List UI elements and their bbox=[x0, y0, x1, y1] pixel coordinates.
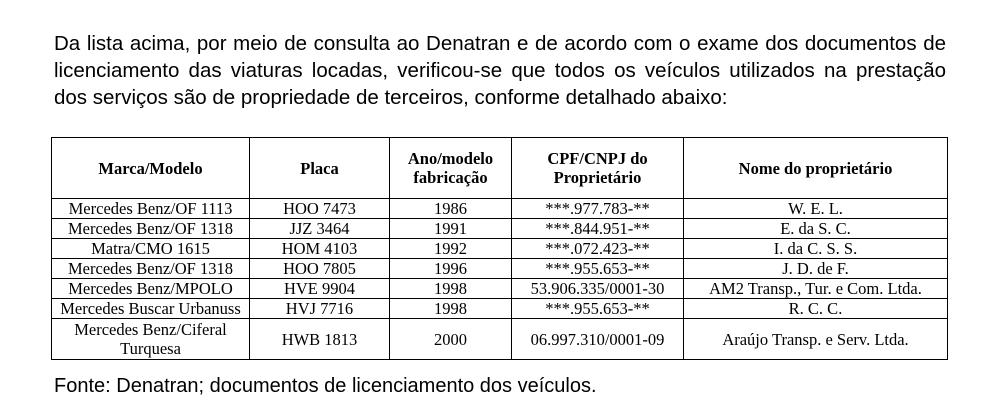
cell-doc: ***.844.951-** bbox=[512, 219, 684, 239]
cell-doc: ***.955.653-** bbox=[512, 299, 684, 319]
cell-doc: 06.997.310/0001-09 bbox=[512, 319, 684, 360]
header-marca-modelo: Marca/Modelo bbox=[52, 138, 250, 199]
cell-ano: 2000 bbox=[390, 319, 512, 360]
intro-paragraph: Da lista acima, por meio de consulta ao Denatran e de acordo com o exame dos documentos de licenciamento das viaturas locadas, verificou-se que todos os veículos utilizados na prestação dos serviços são de propriedade de terceiros, conforme detalhado abaixo: bbox=[54, 32, 946, 109]
cell-ano: 1998 bbox=[390, 299, 512, 319]
cell-marca-line1: Mercedes Benz/Ciferal bbox=[74, 320, 227, 339]
cell-placa: HOM 4103 bbox=[250, 239, 390, 259]
vehicle-table bbox=[51, 137, 948, 360]
cell-placa: HVE 9904 bbox=[250, 279, 390, 299]
cell-marca: Mercedes Benz/OF 1318 bbox=[52, 259, 250, 279]
cell-ano: 1996 bbox=[390, 259, 512, 279]
cell-marca: Mercedes Benz/MPOLO bbox=[52, 279, 250, 299]
table-row bbox=[52, 299, 948, 319]
cell-placa: HOO 7805 bbox=[250, 259, 390, 279]
cell-placa: HWB 1813 bbox=[250, 319, 390, 360]
header-ano-line2: fabricação bbox=[413, 168, 488, 187]
table-row bbox=[52, 239, 948, 259]
cell-doc: ***.955.653-** bbox=[512, 259, 684, 279]
cell-marca bbox=[52, 319, 250, 360]
cell-marca: Mercedes Buscar Urbanuss bbox=[52, 299, 250, 319]
cell-ano: 1991 bbox=[390, 219, 512, 239]
cell-nome: AM2 Transp., Tur. e Com. Ltda. bbox=[684, 279, 948, 299]
table-row bbox=[52, 259, 948, 279]
header-cpf-line2: Proprietário bbox=[553, 168, 642, 187]
header-ano-modelo bbox=[390, 138, 512, 199]
cell-marca: Mercedes Benz/OF 1113 bbox=[52, 199, 250, 219]
cell-ano: 1998 bbox=[390, 279, 512, 299]
cell-nome: J. D. de F. bbox=[684, 259, 948, 279]
cell-placa: HOO 7473 bbox=[250, 199, 390, 219]
cell-placa: HVJ 7716 bbox=[250, 299, 390, 319]
table-header-row bbox=[52, 138, 948, 199]
cell-doc: 53.906.335/0001-30 bbox=[512, 279, 684, 299]
table-row bbox=[52, 279, 948, 299]
cell-marca: Mercedes Benz/OF 1318 bbox=[52, 219, 250, 239]
table-row bbox=[52, 199, 948, 219]
table-row bbox=[52, 319, 948, 360]
cell-doc: ***.072.423-** bbox=[512, 239, 684, 259]
table-row bbox=[52, 219, 948, 239]
header-cpf-cnpj bbox=[512, 138, 684, 199]
cell-marca-line2: Turquesa bbox=[120, 339, 181, 358]
cell-placa: JJZ 3464 bbox=[250, 219, 390, 239]
cell-ano: 1986 bbox=[390, 199, 512, 219]
cell-nome: E. da S. C. bbox=[684, 219, 948, 239]
cell-doc: ***.977.783-** bbox=[512, 199, 684, 219]
cell-nome: Araújo Transp. e Serv. Ltda. bbox=[684, 319, 948, 360]
cell-nome: W. E. L. bbox=[684, 199, 948, 219]
cell-nome: I. da C. S. S. bbox=[684, 239, 948, 259]
header-placa: Placa bbox=[250, 138, 390, 199]
cell-marca: Matra/CMO 1615 bbox=[52, 239, 250, 259]
cell-nome: R. C. C. bbox=[684, 299, 948, 319]
header-nome-proprietario: Nome do proprietário bbox=[684, 138, 948, 199]
source-note: Fonte: Denatran; documentos de licenciamento dos veículos. bbox=[54, 375, 597, 397]
header-cpf-line1: CPF/CNPJ do bbox=[547, 149, 648, 168]
header-ano-line1: Ano/modelo bbox=[407, 149, 494, 168]
cell-ano: 1992 bbox=[390, 239, 512, 259]
